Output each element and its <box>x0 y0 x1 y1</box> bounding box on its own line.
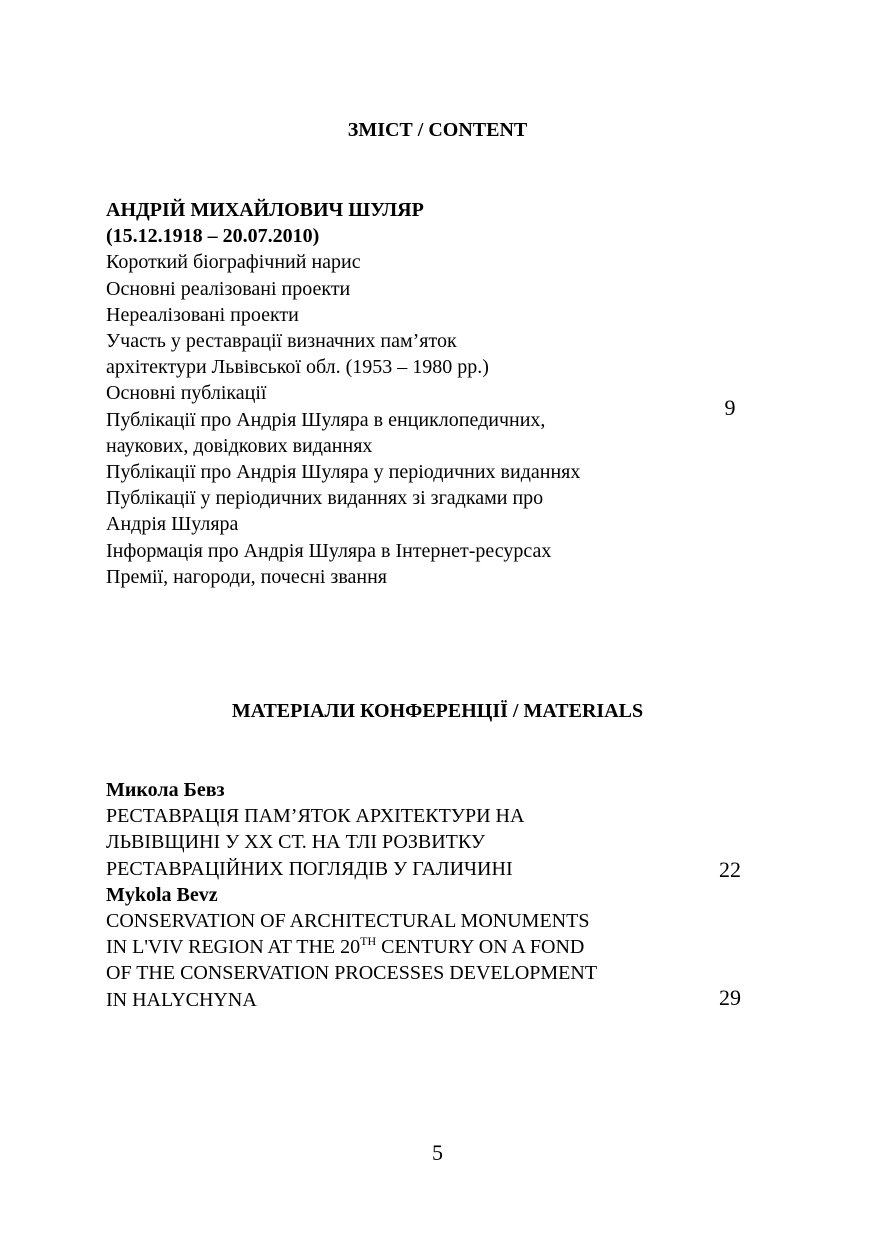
toc-author-dates: (15.12.1918 – 20.07.2010) <box>106 225 320 248</box>
toc-article-title-uk[interactable]: РЕСТАВРАЦІЙНИХ ПОГЛЯДІВ У ГАЛИЧИНІ <box>106 857 513 880</box>
materials-heading: МАТЕРІАЛИ КОНФЕРЕНЦІЇ / MATERIALS <box>231 700 644 722</box>
toc-title-text: IN L'VIV REGION AT THE 20 <box>106 936 361 959</box>
toc-article-title-en[interactable]: CONSERVATION OF ARCHITECTURAL MONUMENTS <box>106 910 590 933</box>
toc-item[interactable]: Основні публікації <box>106 382 267 405</box>
toc-section-shulyar <box>106 197 706 590</box>
page-footer-number: 5 <box>432 1140 443 1165</box>
toc-author-name-en[interactable]: Mykola Bevz <box>106 883 218 906</box>
toc-item[interactable]: Короткий біографічний нарис <box>106 251 361 274</box>
toc-section-bevz <box>106 777 706 1013</box>
toc-author-name[interactable]: АНДРІЙ МИХАЙЛОВИЧ ШУЛЯР <box>106 199 424 221</box>
toc-article-title-en[interactable] <box>106 934 706 960</box>
toc-title-text: CENTURY ON A FOND <box>376 936 585 959</box>
toc-author-name-uk[interactable]: Микола Бевз <box>106 779 225 801</box>
toc-page-number[interactable]: 29 <box>719 985 741 1010</box>
ordinal-superscript: TH <box>360 934 377 949</box>
toc-item[interactable]: Публікації у періодичних виданнях зі згадками про <box>106 487 544 510</box>
toc-page-number[interactable]: 9 <box>724 395 736 420</box>
content-heading: ЗМІСТ / CONTENT <box>347 119 528 141</box>
toc-article-title-uk[interactable]: ЛЬВІВЩИНІ У ХХ СТ. НА ТЛІ РОЗВИТКУ <box>106 831 485 854</box>
toc-page-number[interactable]: 22 <box>719 857 741 882</box>
toc-article-title-en[interactable]: IN HALYCHYNA <box>106 988 257 1011</box>
toc-item[interactable]: Андрія Шуляра <box>106 513 239 536</box>
toc-item[interactable]: Премії, нагороди, почесні звання <box>106 565 387 588</box>
toc-item[interactable]: Нереалізовані проекти <box>106 303 299 326</box>
toc-item[interactable]: Публікації про Андрія Шуляра в енциклопедичних, <box>106 408 546 431</box>
toc-item[interactable]: Інформація про Андрія Шуляра в Інтернет-ресурсах <box>106 539 552 562</box>
toc-item[interactable]: архітектури Львівської обл. (1953 – 1980 рр.) <box>106 356 489 379</box>
toc-item[interactable]: Участь у реставрації визначних пам’яток <box>106 330 457 353</box>
toc-item[interactable]: наукових, довідкових виданнях <box>106 434 373 457</box>
toc-item[interactable]: Публікації про Андрія Шуляра у періодичних виданнях <box>106 461 581 484</box>
toc-article-title-uk[interactable]: РЕСТАВРАЦІЯ ПАМ’ЯТОК АРХІТЕКТУРИ НА <box>106 805 525 828</box>
toc-item[interactable]: Основні реалізовані проекти <box>106 277 351 300</box>
toc-article-title-en[interactable]: OF THE CONSERVATION PROCESSES DEVELOPMENT <box>106 962 598 985</box>
